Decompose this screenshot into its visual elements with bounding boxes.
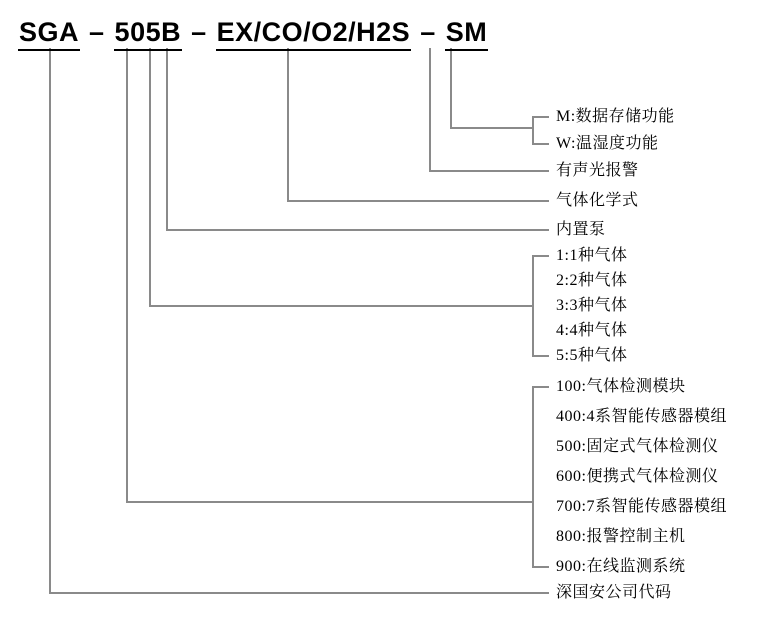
callout-series-900: 900:在线监测系统 (556, 558, 686, 575)
bracket-series (533, 387, 549, 567)
bracket-function-option (533, 117, 549, 144)
separator-dash: – (420, 17, 436, 47)
line-function-option (451, 48, 533, 128)
function-code-segment: SM (445, 19, 489, 51)
callout-gas-count-1: 1:1种气体 (556, 247, 628, 264)
model-code-title (18, 19, 488, 51)
callout-gas-count-5: 5:5种气体 (556, 347, 628, 364)
series-model-segment: 505B (114, 19, 183, 51)
callout-series-400: 400:4系智能传感器模组 (556, 408, 727, 425)
line-company-code (50, 48, 549, 593)
callout-series-600: 600:便携式气体检测仪 (556, 468, 719, 485)
callout-series-500: 500:固定式气体检测仪 (556, 438, 719, 455)
callout-company-code: 深国安公司代码 (556, 584, 672, 601)
callout-series-800: 800:报警控制主机 (556, 528, 686, 545)
callout-built-in-pump: 内置泵 (556, 221, 606, 238)
callout-series-700: 700:7系智能传感器模组 (556, 498, 727, 515)
callout-gas-count-3: 3:3种气体 (556, 297, 628, 314)
line-alarm (430, 48, 549, 171)
line-series (127, 48, 533, 502)
callout-gas-count-2: 2:2种气体 (556, 272, 628, 289)
callout-sound-light-alarm: 有声光报警 (556, 162, 639, 179)
callout-series-100: 100:气体检测模块 (556, 378, 686, 395)
callout-gas-count-4: 4:4种气体 (556, 322, 628, 339)
line-pump (167, 48, 549, 230)
company-code-segment: SGA (18, 19, 80, 51)
callout-data-storage: M:数据存储功能 (556, 108, 675, 125)
separator-dash: – (89, 17, 105, 47)
line-gas-count (150, 48, 533, 306)
gas-formula-segment: EX/CO/O2/H2S (216, 19, 412, 51)
separator-dash: – (191, 17, 207, 47)
line-gas-formula (288, 48, 549, 201)
callout-temp-humidity: W:温湿度功能 (556, 135, 659, 152)
callout-gas-chemical-formula: 气体化学式 (556, 192, 639, 209)
bracket-gas-count (533, 256, 549, 356)
